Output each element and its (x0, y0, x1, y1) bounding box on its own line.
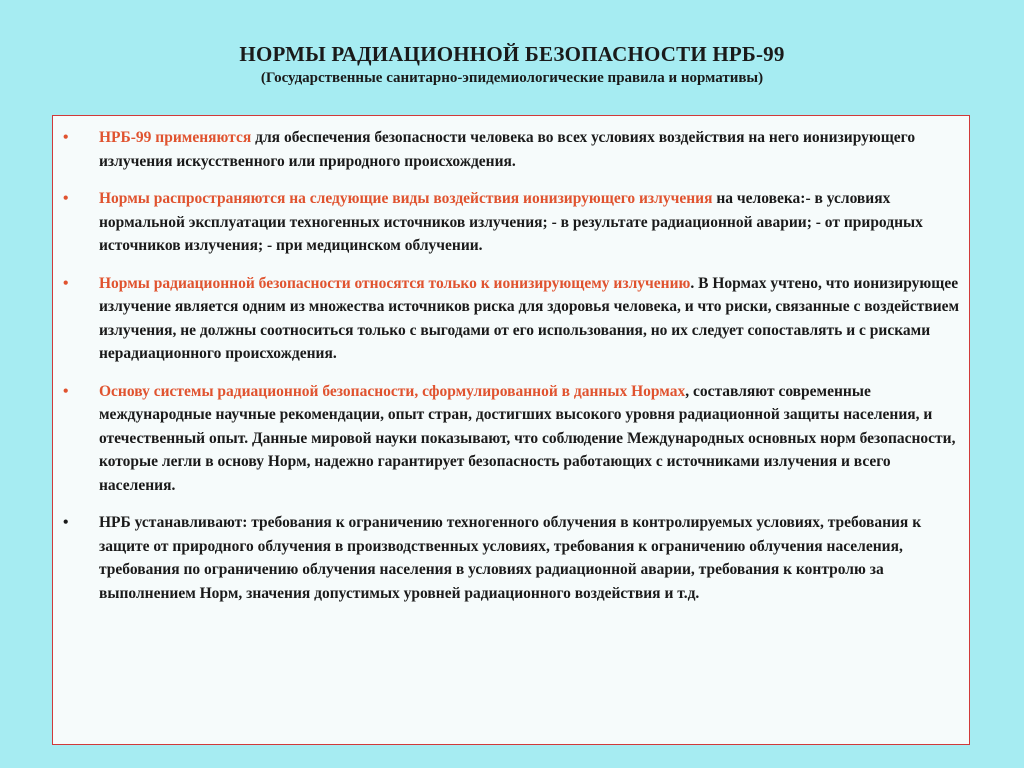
bullet-icon: • (63, 129, 69, 146)
item-text: НРБ устанавливают: требования к ограничению техногенного облучения в контролируемых условиях, требования к защите от природного облучения в производственных условиях, требования к ограничению облучения населения, требования по ограничению облучения населения в условиях радиационной аварии, требования к контролю за выполнением Норм, значения допустимых уровней радиационного воздействия и т.д. (99, 514, 922, 602)
item-highlight: Нормы распространяются на следующие виды воздействия ионизирующего излучения (99, 190, 713, 207)
page-title: НОРМЫ РАДИАЦИОННОЙ БЕЗОПАСНОСТИ НРБ-99 (239, 42, 785, 66)
bullet-list (53, 126, 969, 619)
item-highlight: НРБ-99 применяются (99, 129, 252, 146)
list-item (53, 126, 969, 173)
item-highlight: Нормы радиационной безопасности относятся только к ионизирующему излучению (99, 274, 691, 292)
content-box (52, 115, 970, 745)
bullet-icon: • (63, 274, 69, 292)
list-item (53, 272, 969, 366)
page-subtitle: (Государственные санитарно-эпидемиологические правила и нормативы) (260, 70, 764, 86)
bullet-icon: • (63, 514, 69, 531)
item-text: на человека:- в условиях нормальной эксплуатации техногенных источников излучения; - в результате радиационной аварии; - от природных источников излучения; - при медицинском облучении. (99, 190, 923, 254)
bullet-icon: • (63, 382, 69, 400)
item-text: . В Нормах учтено, что ионизирующее излучение является одним из множества источников риска для здоровья человека, и что риски, связанные с воздействием излучения, не должны соотноситься только с выгодами от его использования, но их следует сопоставлять и с рисками нерадиационного происхождения. (99, 274, 960, 362)
bullet-icon: • (63, 190, 69, 207)
list-item (53, 187, 969, 258)
item-highlight: Основу системы радиационной безопасности, сформулированной в данных Нормах (99, 382, 686, 400)
list-item (53, 511, 969, 605)
list-item (53, 380, 969, 498)
item-text: , составляют современные международные научные рекомендации, опыт стран, достигших высокого уровня радиационной защиты населения, и отечественный опыт. Данные мировой науки показывают, что соблюдение Международных основных норм безопасности, которые легли в основу Норм, надежно гарантирует безопасность работающих с источниками излучения и всего населения. (99, 382, 956, 494)
item-text: для обеспечения безопасности человека во всех условиях воздействия на него ионизирующего излучения искусственного или природного происхождения. (99, 129, 916, 170)
